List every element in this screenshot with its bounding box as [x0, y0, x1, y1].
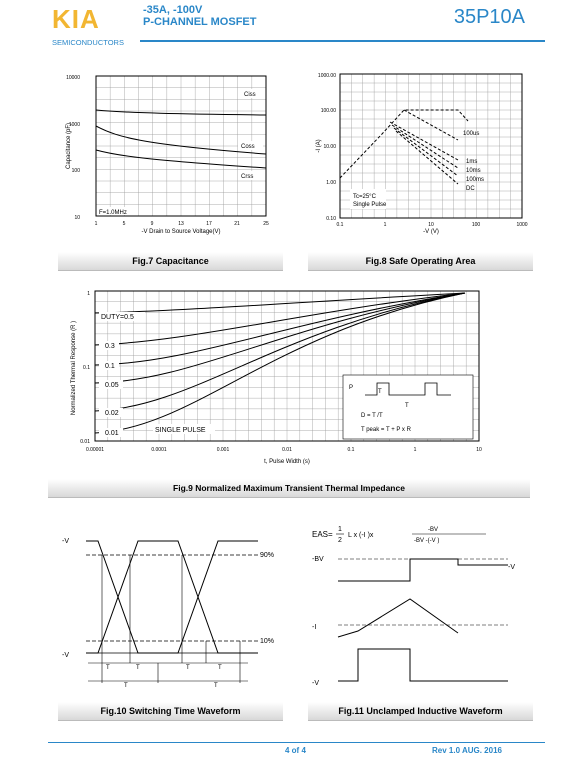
- ias-label: -I: [312, 624, 317, 631]
- fig8-safe-operating-area-chart: [308, 68, 533, 240]
- fig9-ylabel: Normalized Thermal Response (R ): [71, 320, 77, 416]
- fig9-caption: Fig.9 Normalized Maximum Transient Thermal Impedance: [48, 479, 530, 498]
- fig8-xtick: 0.1: [336, 222, 344, 228]
- fig9-ytick: 0.1: [83, 365, 90, 371]
- td-on-label: T: [106, 665, 110, 671]
- fig8-xtick: 10: [428, 222, 434, 228]
- duty-03-curve: [95, 293, 465, 345]
- inset-t-label: T: [405, 403, 409, 409]
- part-number: 35P10A: [453, 6, 525, 28]
- fig7-xtick: 25: [263, 221, 269, 227]
- vdd-label: -V: [508, 564, 515, 571]
- page-number: 4 of 4: [285, 746, 306, 755]
- inset-pdm-label: P: [349, 385, 354, 391]
- fig9-xtick: 0.1: [347, 447, 355, 453]
- header-rule: [140, 40, 545, 42]
- temperature-condition: Tc=25°C: [353, 194, 376, 200]
- pulse-inset: [343, 375, 473, 439]
- fig7-xtick: 17: [206, 221, 212, 227]
- vds-waveform: [86, 541, 258, 653]
- dc-line: [396, 131, 458, 184]
- duty-labels: [99, 312, 215, 437]
- duty-label: 0.01: [105, 430, 119, 437]
- spec-line1: -35A, -100V: [143, 4, 203, 16]
- eq-denominator: -BV -(-V ): [414, 538, 440, 544]
- duty-label: 0.3: [105, 343, 115, 350]
- fig8-ytick: 0.10: [326, 216, 336, 222]
- fig7-ytick: 1000: [68, 122, 80, 128]
- fig9-xtick: 1: [413, 447, 417, 453]
- duty-label: DUTY=0.5: [101, 314, 134, 321]
- fig9-ytick: 1: [87, 291, 90, 297]
- fig7-ytick: 10000: [66, 75, 80, 81]
- fig7-ytick: 10: [74, 215, 80, 221]
- dc-label: DC: [466, 186, 475, 192]
- ciss-label: Ciss: [244, 92, 256, 98]
- coss-label: Coss: [241, 144, 255, 150]
- fig9-xtick: 0.001: [216, 447, 230, 453]
- fig7-xtick: 5: [122, 221, 126, 227]
- fig9-thermal-impedance-chart: [65, 283, 505, 473]
- ton-label: T: [124, 683, 128, 689]
- fig8-ytick: 100.00: [320, 108, 336, 114]
- inset-ton-label: T: [378, 389, 382, 395]
- frequency-label: F=1.0MHz: [99, 210, 127, 216]
- fig8-caption: Fig.8 Safe Operating Area: [308, 252, 533, 271]
- company-subtitle: SEMICONDUCTORS: [52, 38, 124, 47]
- fig10-caption: Fig.10 Switching Time Waveform: [58, 702, 283, 721]
- inset-tpeak-eq: T peak = T + P x R: [361, 427, 411, 433]
- 100us-label: 100us: [463, 131, 480, 137]
- fig8-ylabel: -I (A): [316, 139, 322, 153]
- fig7-xtick: 13: [178, 221, 184, 227]
- fig8-ytick: 1.00: [326, 180, 336, 186]
- fig7-capacitance-chart: [58, 68, 280, 240]
- duty-label: 0.05: [105, 382, 119, 389]
- single-pulse-label: SINGLE PULSE: [155, 427, 206, 434]
- 10ms-line: [392, 125, 458, 168]
- eq-half-den: 2: [338, 537, 342, 544]
- duty-label: 0.02: [105, 410, 119, 417]
- fig8-xtick: 100: [471, 222, 481, 228]
- ias-waveform: [338, 599, 458, 637]
- tf-label: T: [218, 665, 222, 671]
- footer-rule: [48, 742, 545, 743]
- fig9-xtick: 10: [476, 447, 482, 453]
- fig8-xtick: 1: [383, 222, 387, 228]
- 10-percent-label: 10%: [260, 638, 275, 645]
- vgs-label: -V: [312, 680, 319, 687]
- fig9-xlabel: t, Pulse Width (s): [264, 459, 310, 465]
- sop-limit-curve: [340, 110, 468, 178]
- fig8-ytick: 1000.00: [317, 73, 336, 79]
- spec-block: [143, 4, 256, 28]
- eq-middle: L x (-I )x: [348, 532, 374, 539]
- fig7-xtick: 1: [94, 221, 98, 227]
- fig7-caption: Fig.7 Capacitance: [58, 252, 283, 271]
- tr-label: T: [136, 665, 140, 671]
- vds-axis-label: -V: [62, 538, 69, 545]
- company-logo: KIA: [52, 4, 100, 34]
- vgs-waveform: [338, 649, 508, 681]
- vgs-axis-label: -V: [62, 652, 69, 659]
- fig7-ytick: 100: [71, 168, 80, 174]
- vgs-waveform: [86, 541, 258, 653]
- fig11-caption: Fig.11 Unclamped Inductive Waveform: [308, 702, 533, 721]
- bvdss-label: -BV: [312, 556, 324, 563]
- fig11-unclamped-inductive-waveform: [308, 521, 533, 693]
- fig8-xtick: 1000: [516, 222, 528, 228]
- fig7-xlabel: -V Drain to Source Voltage(V): [141, 229, 221, 235]
- crss-label: Crss: [241, 174, 254, 180]
- eas-label: EAS=: [312, 530, 333, 539]
- 90-percent-label: 90%: [260, 552, 275, 559]
- spec-line2: P-CHANNEL MOSFET: [143, 16, 257, 28]
- 100ms-label: 100ms: [466, 177, 485, 183]
- fig9-ytick: 0.01: [80, 439, 90, 445]
- fig10-switching-waveform: [58, 523, 283, 693]
- 10ms-label: 10ms: [466, 168, 481, 174]
- fig7-xtick: 9: [150, 221, 154, 227]
- vds-waveform: [338, 559, 508, 581]
- pulse-condition: Single Pulse: [353, 202, 387, 208]
- eq-half-num: 1: [338, 526, 342, 533]
- fig9-xtick: 0.01: [282, 447, 292, 453]
- td-off-label: T: [186, 665, 190, 671]
- 1ms-label: 1ms: [466, 159, 478, 165]
- toff-label: T: [214, 683, 218, 689]
- fig8-xlabel: -V (V): [423, 229, 439, 235]
- revision: Rev 1.0 AUG. 2016: [432, 746, 502, 755]
- fig9-xtick: 0.0001: [151, 447, 167, 453]
- fig7-ylabel: Capacitance (pF): [66, 122, 72, 170]
- inset-duty-eq: D = T /T: [361, 413, 383, 419]
- eq-numerator: -BV: [428, 527, 439, 533]
- fig8-ytick: 10.00: [323, 144, 336, 150]
- fig7-xtick: 21: [234, 221, 240, 227]
- fig9-xtick: 0.00001: [85, 447, 105, 453]
- duty-label: 0.1: [105, 363, 115, 370]
